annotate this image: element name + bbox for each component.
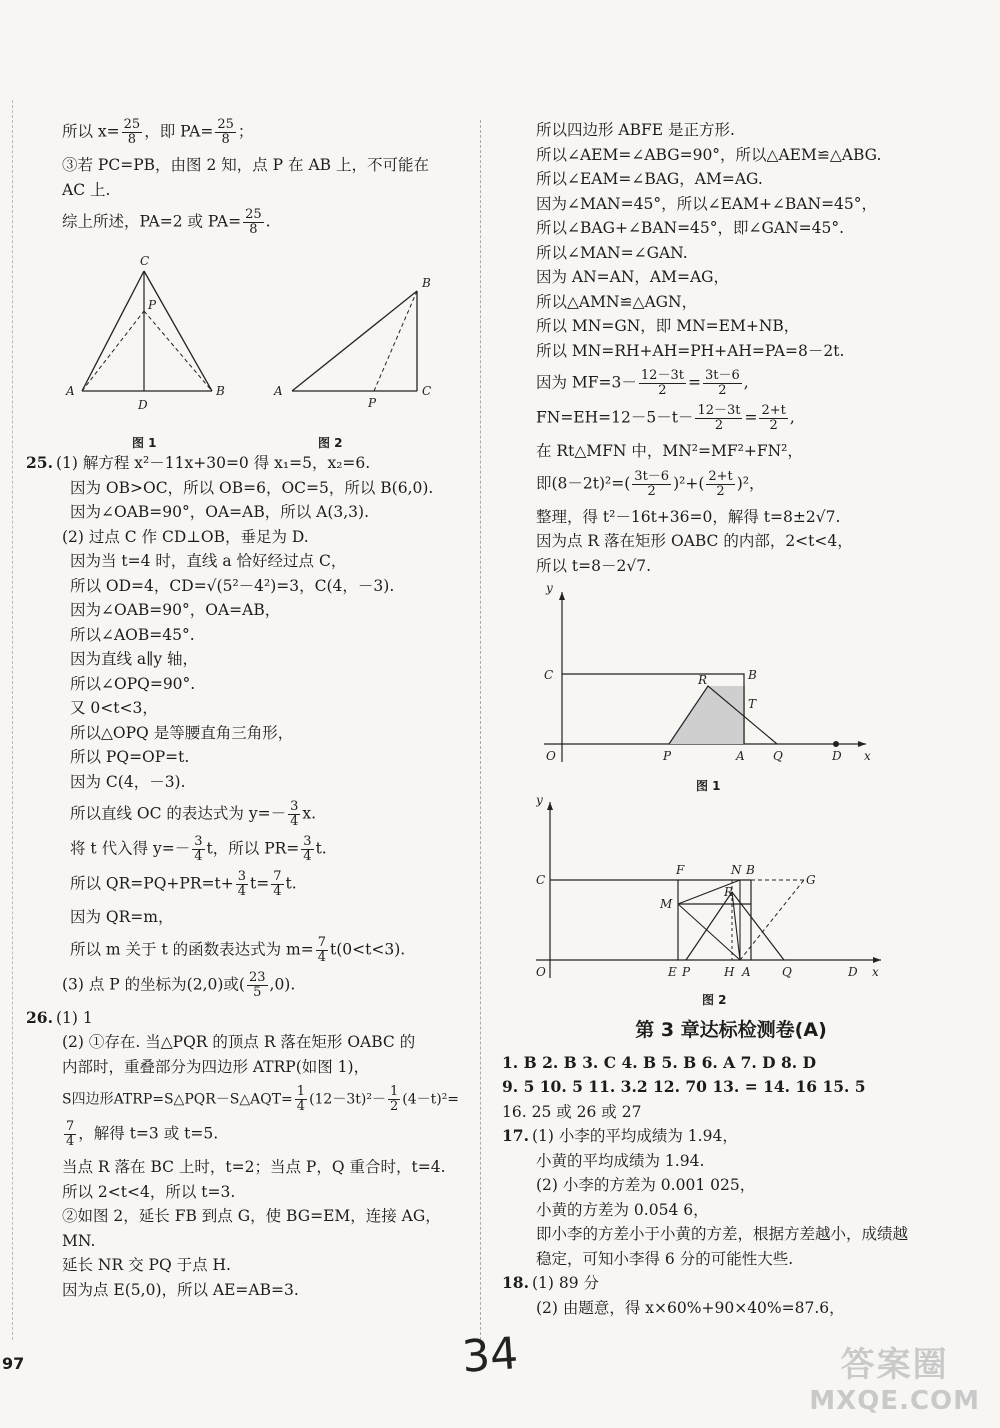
fig2-label-p: P <box>368 396 377 410</box>
coordinate-figure-2-svg <box>536 796 926 988</box>
proof-line: 所以∠AEM=∠ABG=90°，所以△AEM≌△ABG. <box>536 145 882 164</box>
fig3-label-b: B <box>748 668 757 682</box>
q18-line: 18. (1) 89 分 <box>536 1271 926 1296</box>
question-number: 26. <box>26 1007 53 1027</box>
fig1-caption: 图 1 <box>132 436 157 450</box>
fig4-label-e: E <box>668 965 677 979</box>
q26-line: 所以 2<t<4，所以 t=3. <box>62 1182 236 1201</box>
fig4-label-n: N <box>731 863 742 877</box>
handwritten-number: 34 <box>460 1328 520 1383</box>
fig1-label-d: D <box>138 398 148 412</box>
fig3-label-r: R <box>698 673 708 687</box>
q26-line: ②如图 2，延长 FB 到点 G，使 BG=EM，连接 AG， <box>62 1207 441 1225</box>
proof-line: 所以 MN=RH+AH=PH+AH=PA=8－2t. <box>536 341 845 360</box>
q25-line: 所以 OD=4，CD=√(5²－4²)=3，C(4，－3). <box>70 576 395 595</box>
q17-line: 小黄的方差为 0.054 6， <box>536 1200 709 1219</box>
fig3-label-d: D <box>832 749 842 763</box>
proof-line: 所以∠EAM=∠BAG，AM=AG. <box>536 170 763 188</box>
q17-line: 稳定，可知小李得 6 分的可能性大些. <box>536 1249 794 1268</box>
fig3-label-x: x <box>864 749 871 763</box>
fig4-label-p: P <box>682 965 691 979</box>
fraction: $\frac{25}{8}$ <box>123 117 141 147</box>
fig3-label-c: C <box>544 668 554 682</box>
fig4-label-m: M <box>660 897 673 911</box>
answer-row: 16. 25 或 26 或 27 <box>502 1102 642 1121</box>
proof-line: 因为 AN=AN，AM=AG， <box>536 268 730 286</box>
fig2-label-b: B <box>422 276 431 290</box>
q18-line: (2) 由题意，得 x×60%+90×40%=87.6， <box>536 1298 845 1317</box>
q25-line: 因为 C(4，－3). <box>70 772 186 791</box>
q25-line: (2) 过点 C 作 CD⊥OB，垂足为 D. <box>62 527 309 546</box>
fig3-caption: 图 1 <box>696 779 721 793</box>
intro-line-3: AC 上. <box>62 180 111 199</box>
fig4-label-x: x <box>872 965 879 979</box>
question-number: 18. <box>502 1273 529 1292</box>
proof-line: 所以 MN=GN，即 MN=EM+NB， <box>536 317 800 335</box>
watermark-text: 答案圈 <box>840 1345 949 1385</box>
fig4-label-b: B <box>746 863 755 877</box>
q25-line: 25. (1) 解方程 x²－11x+30=0 得 x₁=5，x₂=6. <box>62 451 462 476</box>
fig4-label-d: D <box>848 965 858 979</box>
q25-line: 又 0<t<3， <box>70 699 158 717</box>
answer-row: 9. 5 10. 5 11. 3.2 12. 70 13. = 14. 16 15. 5 <box>502 1077 866 1096</box>
fig2-caption: 图 2 <box>318 436 343 450</box>
fig4-label-y: y <box>536 796 543 807</box>
proof-line: 整理，得 t²－16t+36=0，解得 t=8±2√7. <box>536 507 841 526</box>
fig4-label-h: H <box>724 965 735 979</box>
q25-line: 因为∠OAB=90°，OA=AB，所以 A(3,3). <box>70 503 370 521</box>
q26-area-line: S四边形ATRP=S△PQR－S△AQT= $\frac{1}{4}$ (12－3t)²－ $\frac{1}{2}$ (4－t)²= <box>62 1084 460 1114</box>
fig4-label-q: Q <box>782 965 792 979</box>
fig4-caption: 图 2 <box>702 993 727 1007</box>
intro-line-1: 所以 x= $\frac{25}{8}$ ，即 PA= $\frac{25}{8}$ ； <box>62 117 254 147</box>
intro-line-4: 综上所述，PA=2 或 PA= $\frac{25}{8}$ . <box>62 207 271 237</box>
q26-line: 26. (1) 1 <box>62 1006 462 1031</box>
fig3-label-a: A <box>736 749 745 763</box>
proof-line: 所以∠MAN=∠GAN. <box>536 243 688 262</box>
rt-line: 在 Rt△MFN 中，MN²=MF²+FN²， <box>536 442 803 460</box>
fig1-label-b: B <box>216 384 225 398</box>
margin-dashed-line <box>12 100 13 1340</box>
proof-line: 所以∠BAG+∠BAN=45°，即∠GAN=45°. <box>536 219 845 237</box>
answer-row: 1. B 2. B 3. C 4. B 5. B 6. A 7. D 8. D <box>502 1052 817 1072</box>
section-title: 第 3 章达标检测卷(A) <box>635 1019 827 1041</box>
q25-line: 因为当 t=4 时，直线 a 恰好经过点 C， <box>70 552 347 570</box>
equation-line: 即(8－2t)²=( $\frac{3t-6}{2}$ )²+( $\frac{2+t}{2}$ )²， <box>536 468 765 499</box>
proof-line: 所以 t=8－2√7. <box>536 556 652 575</box>
fn-line: FN=EH=12－5－t－ $\frac{12-3t}{2}$ = $\frac{2+t}{2}$ , <box>536 403 795 433</box>
q25-func-line: 所以 m 关于 t 的函数表达式为 m= $\frac{7}{4}$ t(0<t<3). <box>70 934 406 965</box>
fig3-label-o: O <box>546 749 556 763</box>
q26-line: 因为点 E(5,0)，所以 AE=AB=3. <box>62 1280 299 1299</box>
mf-line: 因为 MF=3－ $\frac{12-3t}{2}$ = $\frac{3t-6}{2}$ , <box>536 368 749 398</box>
fig4-label-c: C <box>536 873 546 887</box>
fig4-label-r: R <box>724 885 734 899</box>
coordinate-figure-1 <box>536 584 926 794</box>
q26-line: (2) ①存在. 当△PQR 的顶点 R 落在矩形 OABC 的 <box>62 1033 416 1051</box>
fig1-label-a: A <box>66 384 75 398</box>
watermark-url: MXQE.COM <box>809 1386 980 1416</box>
fig4-label-o: O <box>536 965 546 979</box>
fig3-label-p: P <box>663 749 672 763</box>
proof-line: 因为∠MAN=45°，所以∠EAM+∠BAN=45°， <box>536 194 878 213</box>
q17-line: (2) 小李的方差为 0.001 025， <box>536 1176 756 1194</box>
q25-line: 所以△OPQ 是等腰直角三角形， <box>70 723 294 742</box>
q25-frac-line: 所以直线 OC 的表达式为 y=－ $\frac{3}{4}$ x. <box>70 799 317 829</box>
triangle-figure-svg <box>62 241 462 431</box>
answers-block <box>502 1051 926 1321</box>
fig4-label-g: G <box>806 873 816 887</box>
watermark-logo <box>809 1337 980 1416</box>
q26-line: 延长 NR 交 PQ 于点 H. <box>62 1256 231 1274</box>
column-divider <box>480 120 481 1350</box>
q17-line: 即小李的方差小于小黄的方差，根据方差越小，成绩越 <box>536 1225 909 1243</box>
q17-line: 小黄的平均成绩为 1.94. <box>536 1151 705 1170</box>
q25-line-m: 因为 QR=m， <box>70 908 174 926</box>
fig2-label-a: A <box>274 384 283 398</box>
q26-area-line-2: $\frac{7}{4}$ ，解得 t=3 或 t=5. <box>66 1119 219 1149</box>
q25-line: 所以∠AOB=45°. <box>70 625 195 644</box>
question-number: 25. <box>26 453 53 472</box>
fig3-label-y: y <box>546 584 553 595</box>
q25-line: 因为直线 a∥y 轴， <box>70 650 199 668</box>
proof-line: 因为点 R 落在矩形 OABC 的内部，2<t<4， <box>536 532 853 550</box>
fig2-label-c: C <box>422 384 432 398</box>
q25-line: 所以 PQ=OP=t. <box>70 748 190 766</box>
fig1-label-p: P <box>148 298 157 312</box>
proof-line: 所以四边形 ABFE 是正方形. <box>536 121 735 139</box>
q25-frac-line: 将 t 代入得 y=－ $\frac{3}{4}$ t，所以 PR= $\frac{3}{4}$ t. <box>70 834 327 864</box>
q25-frac-line: 所以 QR=PQ+PR=t+ $\frac{3}{4}$ t= $\frac{7}{4}$ t. <box>70 869 297 899</box>
intro-line-2: ③若 PC=PB，由图 2 知，点 P 在 AB 上，不可能在 <box>62 156 429 174</box>
q26-line: 内部时，重叠部分为四边形 ATRP(如图 1)， <box>62 1057 370 1076</box>
figures-triangles <box>62 241 462 451</box>
question-number: 17. <box>502 1126 529 1145</box>
fraction: $\frac{25}{8}$ <box>245 207 262 237</box>
q25-line: 所以∠OPQ=90°. <box>70 674 196 693</box>
page-number: 97 <box>2 1354 25 1373</box>
proof-line: 所以△AMN≌△AGN， <box>536 292 698 311</box>
coordinate-figure-2 <box>536 796 926 1008</box>
q26-line: MN. <box>62 1231 96 1250</box>
left-column <box>26 117 462 1302</box>
fig4-label-a: A <box>742 965 751 979</box>
fig3-label-q: Q <box>773 749 783 763</box>
q25-line: 因为 OB>OC，所以 OB=6，OC=5，所以 B(6,0). <box>70 478 434 497</box>
fig4-label-f: F <box>676 863 685 877</box>
q25-part3: (3) 点 P 的坐标为(2,0)或( $\frac{23}{5}$ ,0). <box>62 969 296 1000</box>
right-column <box>502 118 926 1320</box>
q25-line: 因为∠OAB=90°，OA=AB， <box>70 601 281 619</box>
q26-line: 当点 R 落在 BC 上时，t=2；当点 P，Q 重合时，t=4. <box>62 1158 446 1176</box>
fraction: $\frac{25}{8}$ <box>217 117 234 147</box>
coordinate-figure-1-svg <box>536 584 926 774</box>
fig1-label-c: C <box>140 254 150 268</box>
fig3-label-t: T <box>748 697 757 711</box>
q17-line: 17. (1) 小李的平均成绩为 1.94， <box>536 1124 926 1149</box>
